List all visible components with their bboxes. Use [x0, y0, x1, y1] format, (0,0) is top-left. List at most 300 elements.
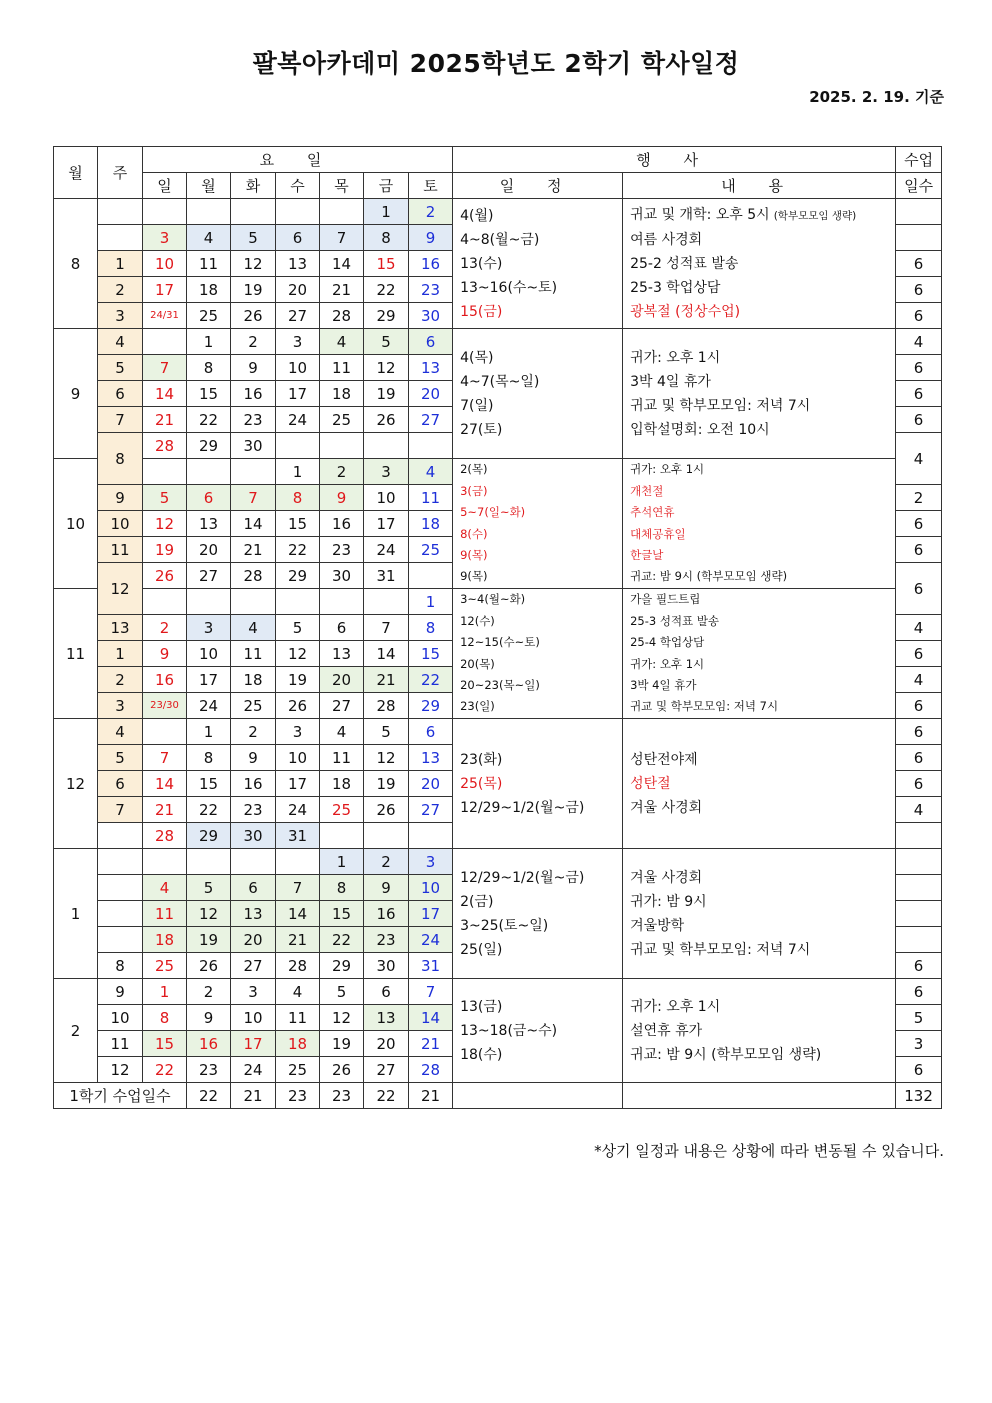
event-date: 23(일)	[460, 699, 495, 714]
day-cell: 26	[143, 563, 187, 589]
header-row-2	[54, 173, 942, 199]
day-cell: 24	[231, 1057, 276, 1083]
day-cell	[187, 199, 231, 225]
day-cell: 24	[187, 693, 231, 719]
day-cell: 18	[143, 927, 187, 953]
content-cell	[623, 589, 896, 719]
event-date: 13~16(수~토)	[460, 279, 558, 296]
event-content	[630, 276, 895, 300]
day-cell: 22	[320, 927, 364, 953]
week-cell	[98, 901, 143, 927]
event-content	[630, 611, 895, 632]
event-content-text: 귀가: 밤 9시	[630, 893, 707, 910]
day-cell: 1	[187, 719, 231, 745]
day-cell: 16	[409, 251, 453, 277]
event-content-text: 귀가: 오후 1시	[630, 656, 705, 671]
day-cell: 23	[409, 277, 453, 303]
day-cell: 27	[187, 563, 231, 589]
day-cell: 23	[231, 797, 276, 823]
event-date: 2(금)	[460, 893, 494, 910]
event-content	[630, 675, 895, 696]
event-content-text: 귀교 및 학부모모임: 저녁 7시	[630, 941, 811, 958]
day-cell: 26	[231, 303, 276, 329]
day-cell: 9	[231, 745, 276, 771]
day-cell: 21	[276, 927, 320, 953]
day-cell: 16	[364, 901, 409, 927]
footnote: *상기 일정과 내용은 상황에 따라 변동될 수 있습니다.	[594, 1142, 944, 1160]
month-cell: 2	[54, 979, 98, 1083]
day-cell: 28	[143, 433, 187, 459]
day-cell: 9	[231, 355, 276, 381]
class-days-cell: 4	[896, 329, 942, 355]
class-days-cell: 6	[896, 407, 942, 433]
class-days-cell: 6	[896, 719, 942, 745]
week-cell: 2	[98, 277, 143, 303]
event-content	[630, 481, 895, 502]
event-content	[630, 772, 895, 796]
day-cell: 12	[364, 355, 409, 381]
day-cell: 16	[231, 771, 276, 797]
event-content	[630, 394, 895, 418]
week-cell: 8	[98, 433, 143, 485]
day-cell: 24	[276, 407, 320, 433]
day-cell	[143, 329, 187, 355]
day-cell: 6	[276, 225, 320, 251]
academic-calendar-table	[53, 146, 942, 1109]
total-day-cell: 21	[231, 1083, 276, 1109]
header-row-1	[54, 147, 942, 173]
event-content	[630, 418, 895, 442]
day-cell: 13	[231, 901, 276, 927]
day-cell: 5	[231, 225, 276, 251]
event-content	[630, 203, 895, 228]
day-cell	[409, 823, 453, 849]
event-date: 3~4(월~화)	[460, 592, 526, 607]
content-header: 내 용	[623, 173, 896, 199]
day-cell: 14	[364, 641, 409, 667]
day-cell: 21	[320, 277, 364, 303]
day-cell: 21	[409, 1031, 453, 1057]
event-content-text: 대체공휴일	[630, 526, 686, 541]
week-cell: 4	[98, 329, 143, 355]
class-days-cell: 4	[896, 797, 942, 823]
week-header: 주	[98, 147, 143, 199]
day-cell: 17	[409, 901, 453, 927]
event-date: 18(수)	[460, 1046, 503, 1063]
day-cell: 19	[276, 667, 320, 693]
event-content	[630, 524, 895, 545]
day-cell: 4	[187, 225, 231, 251]
week-cell: 5	[98, 355, 143, 381]
day-cell: 12	[143, 511, 187, 537]
day-cell: 15	[276, 511, 320, 537]
class-days-cell: 4	[896, 615, 942, 641]
week-cell: 6	[98, 381, 143, 407]
week-cell	[98, 199, 143, 225]
week-cell: 3	[98, 693, 143, 719]
month-cell: 1	[54, 849, 98, 979]
day-cell: 21	[143, 407, 187, 433]
day-cell: 2	[143, 615, 187, 641]
day-cell: 22	[187, 407, 231, 433]
week-cell: 11	[98, 537, 143, 563]
class-days-cell: 6	[896, 953, 942, 979]
class-days-cell	[896, 927, 942, 953]
week-cell: 5	[98, 745, 143, 771]
event-content-text: 귀교: 밤 9시 (학부모모임 생략)	[630, 1046, 822, 1063]
day-cell: 18	[231, 667, 276, 693]
week-cell	[98, 225, 143, 251]
day-cell: 8	[320, 875, 364, 901]
day-cell: 12	[364, 745, 409, 771]
class-days-cell: 6	[896, 771, 942, 797]
day-cell: 12	[231, 251, 276, 277]
calendar-week-row	[54, 199, 942, 225]
month-cell: 11	[54, 589, 98, 719]
event-date: 4(월)	[460, 207, 494, 224]
day-cell: 7	[364, 615, 409, 641]
day-cell	[276, 433, 320, 459]
event-content	[630, 300, 895, 324]
total-label: 1학기 수업일수	[54, 1083, 187, 1109]
day-cell: 5	[320, 979, 364, 1005]
event-content	[630, 938, 895, 962]
day-cell: 19	[231, 277, 276, 303]
day-cell: 31	[364, 563, 409, 589]
day-cell: 14	[320, 251, 364, 277]
class-days-cell: 6	[896, 979, 942, 1005]
event-content-text: 25-3 성적표 발송	[630, 613, 720, 628]
event-content-text: 개천절	[630, 483, 664, 498]
day-cell	[276, 199, 320, 225]
day-cell: 19	[364, 381, 409, 407]
day-cell	[364, 823, 409, 849]
day-cell	[187, 459, 231, 485]
day-cell: 28	[143, 823, 187, 849]
event-date: 12/29~1/2(월~금)	[460, 869, 585, 886]
day-cell: 26	[276, 693, 320, 719]
calendar-week-row	[54, 719, 942, 745]
class-days-cell	[896, 199, 942, 225]
day-cell: 17	[231, 1031, 276, 1057]
week-cell: 1	[98, 641, 143, 667]
day-cell: 6	[409, 329, 453, 355]
day-cell: 16	[143, 667, 187, 693]
event-content	[630, 632, 895, 653]
total-day-cell: 23	[276, 1083, 320, 1109]
day-cell: 21	[143, 797, 187, 823]
day-cell: 13	[409, 745, 453, 771]
event-content-text: 귀교 및 학부모모임: 저녁 7시	[630, 397, 811, 414]
day-cell	[320, 823, 364, 849]
schedule-cell	[453, 719, 623, 849]
day-cell: 30	[231, 433, 276, 459]
month-cell: 8	[54, 199, 98, 329]
basis-date: 2025. 2. 19. 기준	[809, 88, 944, 106]
day-cell: 20	[364, 1031, 409, 1057]
day-cell: 3	[276, 719, 320, 745]
day-cell: 3	[143, 225, 187, 251]
content-cell	[623, 719, 896, 849]
event-date: 15(금)	[460, 303, 503, 320]
day-cell: 25	[409, 537, 453, 563]
class-days-cell: 6	[896, 641, 942, 667]
class-days-cell: 4	[896, 433, 942, 485]
event-content	[630, 1043, 895, 1067]
day-cell: 7	[320, 225, 364, 251]
event-date: 4~8(월~금)	[460, 231, 540, 248]
content-cell	[623, 979, 896, 1083]
day-cell: 9	[187, 1005, 231, 1031]
event-content	[630, 995, 895, 1019]
week-cell	[98, 927, 143, 953]
day-cell: 8	[409, 615, 453, 641]
day-cell: 1	[187, 329, 231, 355]
event-date: 25(목)	[460, 775, 503, 792]
class-days-cell	[896, 901, 942, 927]
content-cell	[623, 199, 896, 329]
week-cell: 12	[98, 1057, 143, 1083]
week-cell: 3	[98, 303, 143, 329]
event-content-text: 겨울 사경회	[630, 799, 703, 816]
day-header-thu: 목	[320, 173, 364, 199]
event-content-text: 귀교 및 학부모모임: 저녁 7시	[630, 699, 779, 714]
event-content-text: 귀교: 밤 9시 (학부모모임 생략)	[630, 569, 788, 584]
day-cell: 1	[320, 849, 364, 875]
day-cell: 27	[320, 693, 364, 719]
weekday-header: 요 일	[143, 147, 453, 173]
day-cell: 4	[276, 979, 320, 1005]
day-cell: 24	[409, 927, 453, 953]
day-header-mon: 월	[187, 173, 231, 199]
day-cell	[409, 563, 453, 589]
day-cell	[364, 589, 409, 615]
class-days-cell: 6	[896, 1057, 942, 1083]
day-cell: 26	[364, 407, 409, 433]
month-cell: 10	[54, 459, 98, 589]
day-cell: 31	[409, 953, 453, 979]
day-cell	[231, 459, 276, 485]
day-cell: 19	[320, 1031, 364, 1057]
event-content-note: (학부모모임 생략)	[773, 210, 857, 222]
day-cell: 10	[231, 1005, 276, 1031]
event-content-text: 겨울방학	[630, 917, 685, 934]
event-date: 4~7(목~일)	[460, 373, 540, 390]
event-content-text: 광복절 (정상수업)	[630, 304, 741, 320]
day-cell: 1	[143, 979, 187, 1005]
day-cell: 26	[364, 797, 409, 823]
event-content-text: 추석연휴	[630, 505, 675, 520]
day-cell: 18	[276, 1031, 320, 1057]
day-cell: 22	[143, 1057, 187, 1083]
event-date: 20(목)	[460, 656, 495, 671]
day-cell: 13	[364, 1005, 409, 1031]
week-cell	[98, 823, 143, 849]
event-content-text: 3박 4일 휴가	[630, 373, 711, 390]
week-cell: 10	[98, 511, 143, 537]
day-cell: 30	[409, 303, 453, 329]
day-cell: 3	[364, 459, 409, 485]
week-cell: 2	[98, 667, 143, 693]
day-cell: 22	[276, 537, 320, 563]
day-header-fri: 금	[364, 173, 409, 199]
day-cell: 23	[320, 537, 364, 563]
day-cell: 11	[409, 485, 453, 511]
day-cell: 16	[320, 511, 364, 537]
day-cell: 25	[231, 693, 276, 719]
day-cell: 6	[364, 979, 409, 1005]
event-content	[630, 654, 895, 675]
event-date: 12(수)	[460, 613, 495, 628]
day-cell: 29	[187, 433, 231, 459]
day-cell: 28	[320, 303, 364, 329]
event-content-text: 25-4 학업상담	[630, 635, 705, 650]
day-cell: 10	[276, 355, 320, 381]
day-cell: 17	[364, 511, 409, 537]
class-days-cell: 6	[896, 511, 942, 537]
schedule-cell	[453, 459, 623, 589]
event-content-text: 귀가: 오후 1시	[630, 462, 705, 477]
day-cell: 23	[187, 1057, 231, 1083]
event-date: 13(수)	[460, 255, 503, 272]
event-date: 5~7(일~화)	[460, 505, 526, 520]
day-cell: 27	[409, 797, 453, 823]
day-cell: 22	[409, 667, 453, 693]
day-cell: 16	[231, 381, 276, 407]
day-cell: 21	[231, 537, 276, 563]
day-cell: 21	[364, 667, 409, 693]
day-header-wed: 수	[276, 173, 320, 199]
day-cell: 6	[231, 875, 276, 901]
event-content	[630, 1019, 895, 1043]
class-days-cell: 6	[896, 745, 942, 771]
day-cell	[276, 589, 320, 615]
schedule-cell	[453, 849, 623, 979]
day-cell: 23	[231, 407, 276, 433]
class-days-cell: 6	[896, 251, 942, 277]
event-content	[630, 696, 895, 717]
day-cell: 28	[276, 953, 320, 979]
class-days-header: 수업	[896, 147, 942, 173]
day-cell	[143, 199, 187, 225]
day-cell: 25	[320, 407, 364, 433]
day-cell	[143, 589, 187, 615]
total-sum: 132	[896, 1083, 942, 1109]
day-cell: 20	[409, 771, 453, 797]
day-cell: 8	[276, 485, 320, 511]
day-cell: 18	[187, 277, 231, 303]
class-days-cell: 6	[896, 277, 942, 303]
day-cell: 25	[187, 303, 231, 329]
event-content	[630, 370, 895, 394]
day-cell: 30	[364, 953, 409, 979]
schedule-cell	[453, 589, 623, 719]
day-cell: 1	[276, 459, 320, 485]
day-cell: 31	[276, 823, 320, 849]
day-cell: 25	[320, 797, 364, 823]
day-cell: 7	[143, 355, 187, 381]
class-days-cell: 6	[896, 381, 942, 407]
day-cell: 11	[143, 901, 187, 927]
day-header-tue: 화	[231, 173, 276, 199]
total-day-cell: 22	[364, 1083, 409, 1109]
week-cell: 9	[98, 485, 143, 511]
event-content	[630, 252, 895, 276]
day-cell: 14	[276, 901, 320, 927]
class-days-cell: 2	[896, 485, 942, 511]
class-days-cell: 4	[896, 667, 942, 693]
day-cell: 30	[231, 823, 276, 849]
day-header-sat: 토	[409, 173, 453, 199]
event-content	[630, 589, 895, 610]
day-cell: 24	[276, 797, 320, 823]
day-cell: 1	[364, 199, 409, 225]
event-date: 3~25(토~일)	[460, 917, 549, 934]
day-cell: 28	[364, 693, 409, 719]
day-cell: 1	[409, 589, 453, 615]
day-cell: 13	[187, 511, 231, 537]
event-content	[630, 914, 895, 938]
event-content	[630, 748, 895, 772]
total-empty-1	[453, 1083, 623, 1109]
event-date: 9(목)	[460, 569, 488, 584]
day-cell: 10	[187, 641, 231, 667]
class-days-cell	[896, 849, 942, 875]
calendar-week-row	[54, 849, 942, 875]
day-cell: 4	[320, 329, 364, 355]
class-days-cell	[896, 875, 942, 901]
day-cell: 14	[143, 381, 187, 407]
total-row	[54, 1083, 942, 1109]
day-cell: 23/30	[143, 693, 187, 719]
total-empty-2	[623, 1083, 896, 1109]
day-cell: 13	[409, 355, 453, 381]
event-content-text: 3박 4일 휴가	[630, 677, 697, 692]
event-date: 27(토)	[460, 421, 503, 438]
event-content	[630, 459, 895, 480]
day-cell: 20	[276, 277, 320, 303]
week-cell: 10	[98, 1005, 143, 1031]
schedule-cell	[453, 329, 623, 459]
event-content	[630, 866, 895, 890]
event-content-text: 25-3 학업상담	[630, 280, 721, 296]
day-cell: 3	[409, 849, 453, 875]
day-cell: 26	[187, 953, 231, 979]
day-cell: 29	[409, 693, 453, 719]
calendar-week-row	[54, 979, 942, 1005]
day-cell: 7	[231, 485, 276, 511]
week-cell: 12	[98, 563, 143, 615]
day-cell: 6	[409, 719, 453, 745]
week-cell: 13	[98, 615, 143, 641]
day-cell: 8	[187, 745, 231, 771]
day-cell	[364, 433, 409, 459]
event-content	[630, 228, 895, 252]
day-cell	[231, 199, 276, 225]
event-content-text: 한글날	[630, 547, 664, 562]
day-cell: 20	[409, 381, 453, 407]
event-content	[630, 890, 895, 914]
day-cell: 17	[276, 381, 320, 407]
day-cell: 2	[409, 199, 453, 225]
class-days-header-2: 일수	[896, 173, 942, 199]
day-cell: 15	[409, 641, 453, 667]
day-cell: 25	[143, 953, 187, 979]
calendar-week-row	[54, 329, 942, 355]
day-cell: 24	[364, 537, 409, 563]
day-cell: 27	[231, 953, 276, 979]
day-cell: 13	[276, 251, 320, 277]
